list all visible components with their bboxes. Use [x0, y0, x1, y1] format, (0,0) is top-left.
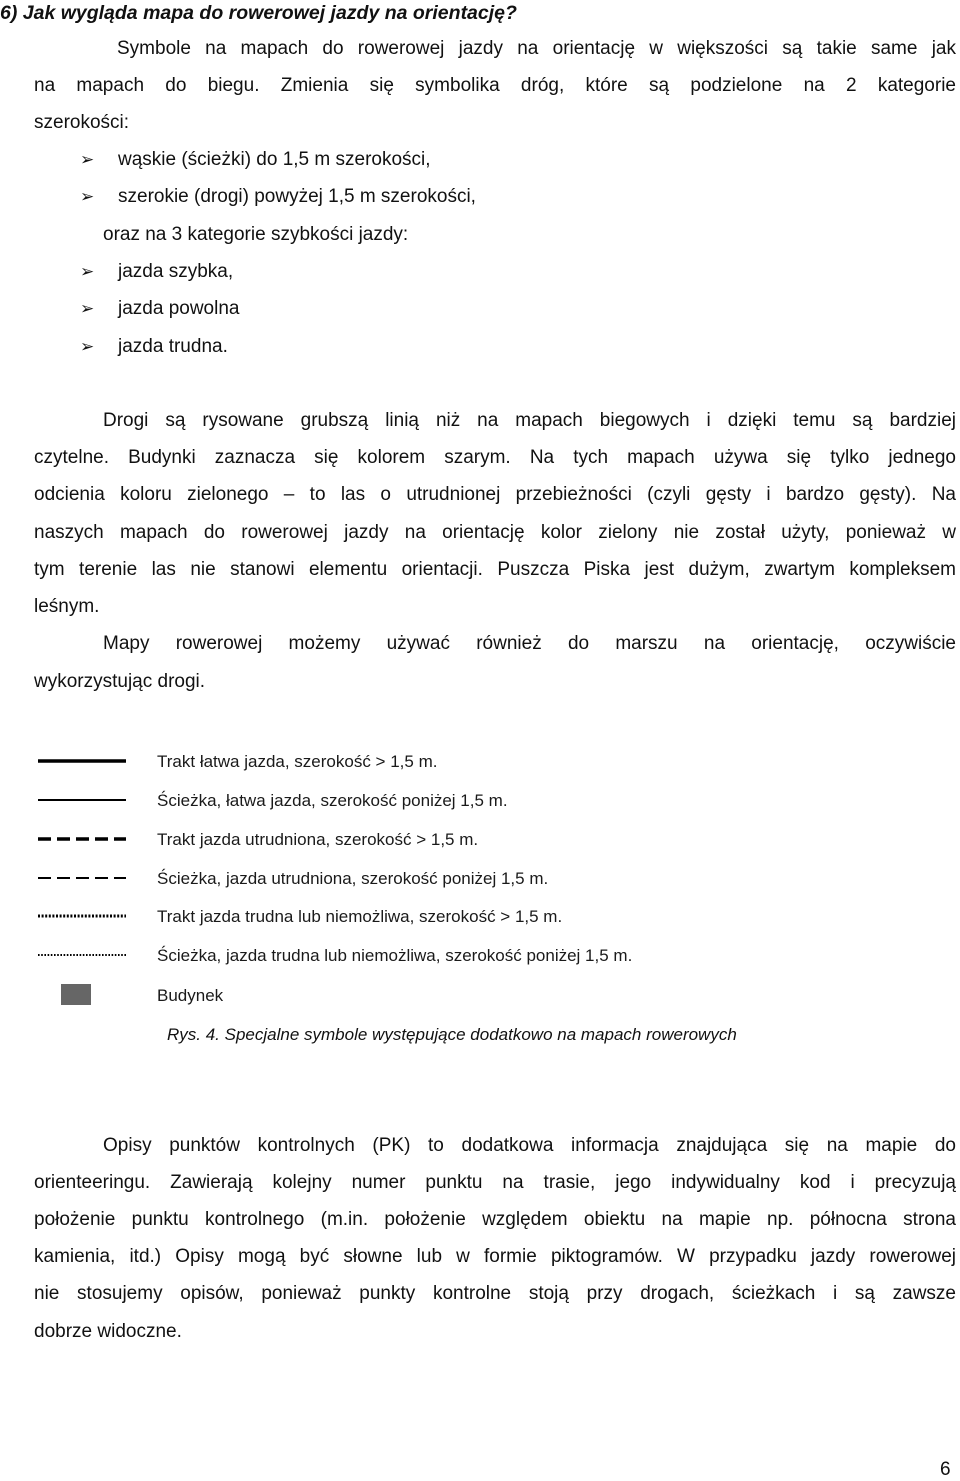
para4-line: nie stosujemy opisów, ponieważ punkty kontrolne stoją przy drogach, ścieżkach i są zawsze — [34, 1283, 956, 1304]
intro-line-3: szerokości: — [34, 112, 130, 133]
legend-label: Trakt jazda utrudniona, szerokość > 1,5 m. — [157, 830, 479, 849]
para4-line: Opisy punktów kontrolnych (PK) to dodatkowa informacja znajdująca się na mapie do — [103, 1135, 956, 1156]
para3-last-line: wykorzystując drogi. — [34, 671, 206, 692]
para2-line: tym terenie las nie stanowi elementu orientacji. Puszcza Piska jest dużym, zwartym kompleksem — [34, 559, 956, 580]
bullet-arrow-icon: ➢ — [80, 337, 95, 356]
legend-label: Ścieżka, łatwa jazda, szerokość poniżej 1,5 m. — [157, 791, 508, 810]
para2-line: czytelne. Budynki zaznacza się kolorem szarym. Na tych mapach używa się tylko jednego — [34, 447, 956, 468]
para4-line: kamienia, itd.) Opisy mogą być słowne lub w formie piktogramów. W przypadku jazdy rowerowej — [34, 1246, 956, 1267]
legend-label: Ścieżka, jazda trudna lub niemożliwa, szerokość poniżej 1,5 m. — [157, 946, 633, 965]
speed-intro: oraz na 3 kategorie szybkości jazdy: — [103, 224, 409, 245]
figure-caption: Rys. 4. Specjalne symbole występujące dodatkowo na mapach rowerowych — [167, 1025, 737, 1044]
section-heading: 6) Jak wygląda mapa do rowerowej jazdy na orientację? — [0, 2, 517, 24]
speed-list-item: jazda trudna. — [118, 336, 228, 357]
para4-line: położenie punktu kontrolnego (m.in. położenie względem obiektu na mapie np. północna strona — [34, 1209, 956, 1230]
bullet-arrow-icon: ➢ — [80, 150, 95, 169]
thin-dotted-line-symbol — [36, 949, 128, 961]
thick-solid-line-symbol — [36, 755, 128, 767]
bullet-arrow-icon: ➢ — [80, 299, 95, 318]
width-list-item: wąskie (ścieżki) do 1,5 m szerokości, — [118, 149, 431, 170]
intro-line-2: na mapach do biegu. Zmienia się symbolika dróg, które są podzielone na 2 kategorie — [34, 75, 956, 96]
para2-line: naszych mapach do rowerowej jazdy na orientację kolor zielony nie został użyty, ponieważ w — [34, 522, 956, 543]
width-list-item: szerokie (drogi) powyżej 1,5 m szerokości, — [118, 186, 476, 207]
para2-last-line: leśnym. — [34, 596, 100, 617]
bullet-arrow-icon: ➢ — [80, 187, 95, 206]
thick-dotted-line-symbol — [36, 910, 128, 922]
speed-list-item: jazda powolna — [118, 298, 240, 319]
para2-line: Drogi są rysowane grubszą linią niż na mapach biegowych i dzięki temu są bardziej — [103, 410, 956, 431]
thick-dashed-line-symbol — [36, 833, 128, 845]
para3-line: Mapy rowerowej możemy używać również do marszu na orientację, oczywiście — [103, 633, 956, 654]
thin-dashed-line-symbol — [36, 872, 128, 884]
legend-label: Ścieżka, jazda utrudniona, szerokość poniżej 1,5 m. — [157, 869, 549, 888]
building-square-symbol — [61, 984, 91, 1005]
bullet-arrow-icon: ➢ — [80, 262, 95, 281]
speed-list-item: jazda szybka, — [118, 261, 234, 282]
legend-label: Budynek — [157, 986, 224, 1005]
legend-label: Trakt łatwa jazda, szerokość > 1,5 m. — [157, 752, 438, 771]
intro-line-1: Symbole na mapach do rowerowej jazdy na orientację w większości są takie same jak — [117, 38, 956, 59]
legend-label: Trakt jazda trudna lub niemożliwa, szerokość > 1,5 m. — [157, 907, 563, 926]
para4-last-line: dobrze widoczne. — [34, 1321, 182, 1342]
para4-line: orienteeringu. Zawierają kolejny numer punktu na trasie, jego indywidualny kod i precyzują — [34, 1172, 956, 1193]
page-number: 6 — [940, 1459, 951, 1480]
para2-line: odcienia koloru zielonego – to las o utrudnionej przebieżności (czyli gęsty i bardzo gęsty). Na — [34, 484, 956, 505]
thin-solid-line-symbol — [36, 794, 128, 806]
